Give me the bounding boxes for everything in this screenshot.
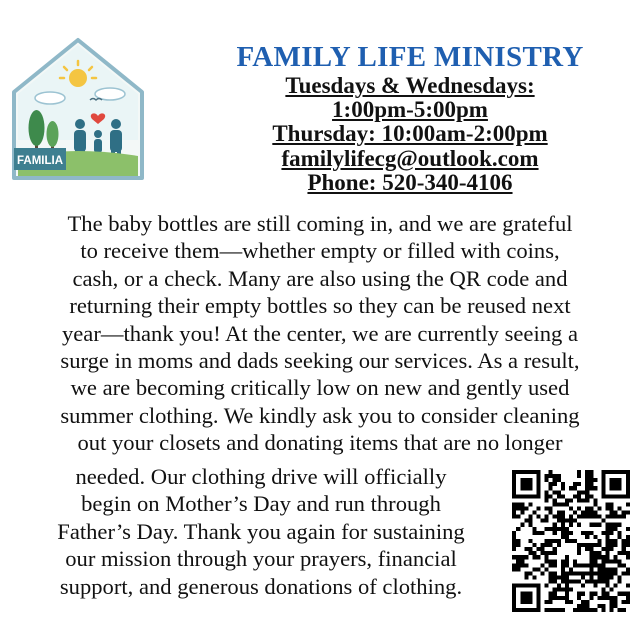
hours-time-line: 1:00pm-5:00pm xyxy=(332,97,488,123)
thursday-hours-line: Thursday: 10:00am-2:00pm xyxy=(272,121,548,147)
page-title: FAMILY LIFE MINISTRY xyxy=(236,41,584,73)
body-line: support, and generous donations of clothing. xyxy=(59,573,463,599)
familia-logo xyxy=(10,36,146,182)
body-line: begin on Mother’s Day and run through xyxy=(81,491,441,517)
qr-code[interactable] xyxy=(512,470,630,612)
body-line: returning their empty bottles so they can be reused next xyxy=(69,293,571,319)
email-link[interactable]: familylifecg@outlook.com xyxy=(281,145,539,171)
header-block xyxy=(190,40,630,195)
body-line: our mission through your prayers, financial xyxy=(65,546,457,572)
hours-days-line: Tuesdays & Wednesdays: xyxy=(285,73,535,98)
body-line: The baby bottles are still coming in, and we are grateful xyxy=(67,211,573,236)
body-paragraph-bottom xyxy=(14,463,508,600)
body-line: to receive them—whether empty or filled with coins, xyxy=(80,238,560,264)
family-house-icon xyxy=(10,36,146,182)
qr-code-icon xyxy=(512,470,630,612)
phone-line: Phone: 520-340-4106 xyxy=(307,169,513,195)
body-line: surge in moms and dads seeking our services. As a result, xyxy=(60,348,580,374)
body-line: Father’s Day. Thank you again for sustaining xyxy=(57,518,465,544)
body-line: year—thank you! At the center, we are currently seeing a xyxy=(61,320,578,346)
body-line: cash, or a check. Many are also using the QR code and xyxy=(72,265,568,291)
body-line: we are becoming critically low on new and gently used xyxy=(70,375,570,401)
body-line: needed. Our clothing drive will officially xyxy=(75,464,447,489)
logo-badge-text: FAMILIA xyxy=(17,155,63,167)
body-line: out your closets and donating items that are no longer xyxy=(77,430,563,456)
body-paragraph-top xyxy=(14,210,626,457)
body-line: summer clothing. We kindly ask you to consider cleaning xyxy=(60,402,580,428)
